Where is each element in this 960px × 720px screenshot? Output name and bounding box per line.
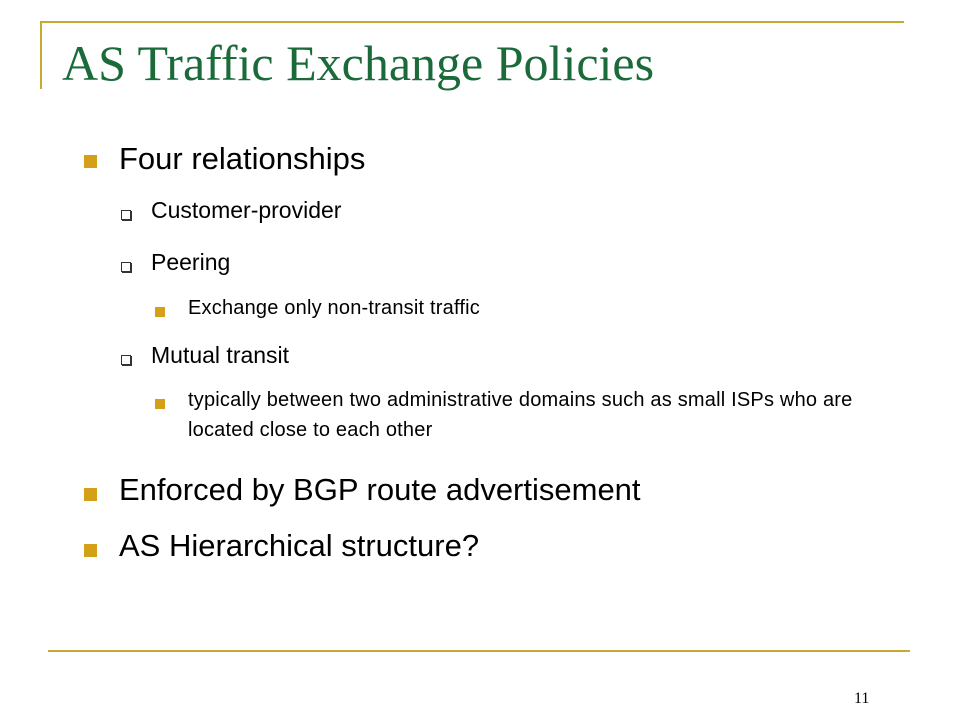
left-accent-line (40, 21, 42, 89)
bullet-square-icon (155, 307, 165, 317)
hollow-square-bullet-icon (121, 262, 131, 272)
bullet-square-icon (84, 155, 97, 168)
bullet-mutual-transit: Mutual transit (151, 342, 290, 368)
top-divider (42, 21, 904, 23)
bullet-four-relationships: Four relationships (119, 141, 366, 176)
bullet-square-icon (155, 399, 165, 409)
bottom-divider (48, 650, 910, 652)
slide-title: AS Traffic Exchange Policies (62, 35, 655, 91)
bullet-customer-provider: Customer-provider (151, 197, 342, 223)
bullet-enforced-bgp: Enforced by BGP route advertisement (119, 472, 641, 507)
hollow-square-bullet-icon (121, 210, 131, 220)
hollow-square-bullet-icon (121, 355, 131, 365)
page-number: 11 (854, 690, 870, 707)
bullet-exchange-non-transit: Exchange only non-transit traffic (188, 297, 480, 319)
bullet-as-hierarchical: AS Hierarchical structure? (119, 528, 480, 563)
bullet-square-icon (84, 544, 97, 557)
bullet-square-icon (84, 488, 97, 501)
bullet-typically-between: typically between two administrative domains such as small ISPs who are located close to each other (188, 389, 853, 441)
bullet-peering: Peering (151, 249, 231, 275)
